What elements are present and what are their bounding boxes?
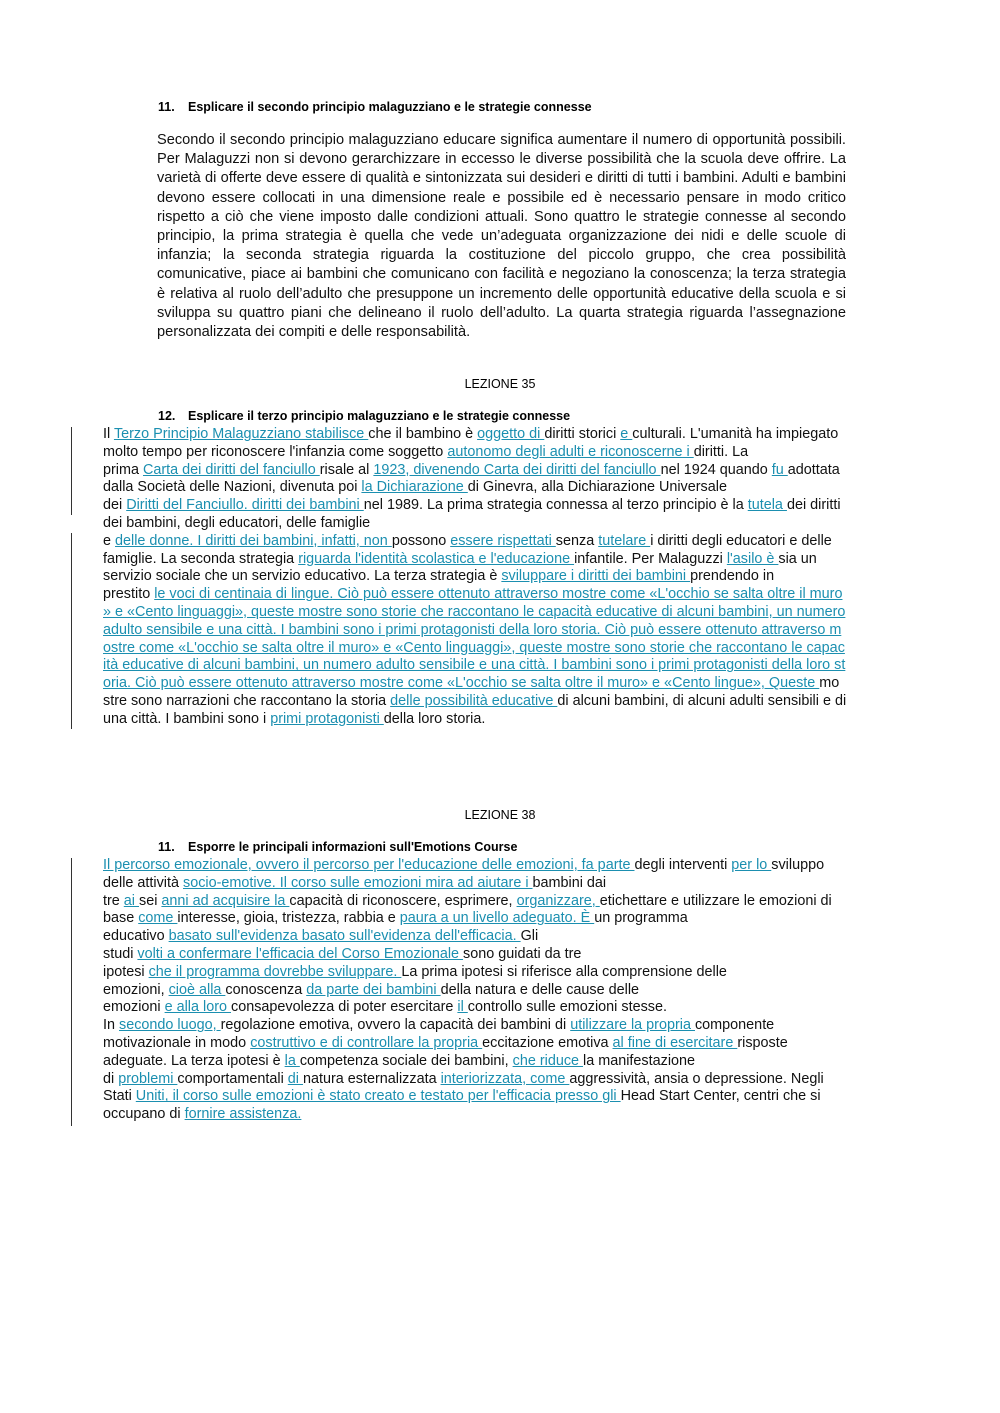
tracked-link-text[interactable]: e alla loro xyxy=(164,999,231,1016)
tracked-link-text[interactable]: cioè alla xyxy=(168,981,226,998)
text-line xyxy=(103,622,903,640)
tracked-link-text[interactable]: oria. Ciò può essere ottenuto attraverso mostre come «L'occhio se salta oltre il muro» e «Cento lingue», Queste xyxy=(103,675,820,692)
question-12-heading xyxy=(158,409,570,423)
question-title: Esplicare il terzo principio malaguzziano e le strategie connesse xyxy=(188,409,571,423)
tracked-link-text[interactable]: l'asilo è xyxy=(726,550,779,567)
tracked-link-text[interactable]: primi protagonisti xyxy=(270,710,384,727)
text-line xyxy=(103,675,903,693)
question-11-body: Secondo il secondo principio malaguzziano educare significa aumentare il numero di opportunità possibili. Per Malaguzzi non si devono gerarchizzare in eccesso le diverse possibilità che la scuola deve offrire. La varietà di offerte deve essere di qualità e sintonizzata sui desideri e diritti di tutti i bambini. Adulti e bambini devono essere collocati in una dimensione reale e possibile ed è necessario pensare in modo critico rispetto a ciò che viene imposto dalle condizioni attuali. Sono quattro le strategie connesse al secondo principio, la prima strategia è quella che vede un’adeguata organizzazione dei nidi e delle scuole di infanzia; la seconda strategia riguarda la costituzione del piccolo gruppo, che crea possibilità comunicative, piace ai bambini che comunicano con facilità e negoziano la conoscenza; la terza strategia è relativa al ruolo dell’adulto che presuppone un incremento delle opportunità educative della scuola e si sviluppa su quattro piani che delineano il ruolo dell’adulto. La quarta strategia riguarda l’assegnazione personalizzata dei compiti e delle responsabilità. xyxy=(157,132,846,341)
text-run: componente xyxy=(694,1017,775,1034)
text-run: prima xyxy=(103,461,143,478)
text-line xyxy=(103,693,903,711)
text-run: base xyxy=(103,910,139,927)
text-run: molto tempo per riconoscere l'infanzia come soggetto xyxy=(103,443,448,460)
lesson-35-heading: LEZIONE 35 xyxy=(464,377,536,391)
tracked-link-text[interactable]: tutela xyxy=(747,497,787,514)
question-number: 12. xyxy=(158,409,176,423)
text-line xyxy=(103,586,903,604)
tracked-link-text[interactable]: utilizzare la propria xyxy=(570,1017,695,1034)
tracked-link-text[interactable]: organizzare, xyxy=(516,892,600,909)
text-run: dalla Società delle Nazioni, divenuta poi xyxy=(103,479,362,496)
tracked-link-text[interactable]: costruttivo e di controllare la propria xyxy=(250,1034,483,1051)
text-run: diritti storici xyxy=(544,426,621,442)
text-run: emozioni, xyxy=(103,981,169,998)
text-run: sia un xyxy=(778,550,817,567)
text-line xyxy=(103,640,903,658)
tracked-link-text[interactable]: la xyxy=(284,1052,300,1069)
text-run: emozioni xyxy=(103,999,165,1016)
text-line xyxy=(103,604,903,622)
tracked-link-text[interactable]: Carta dei diritti del fanciullo xyxy=(142,461,320,478)
text-run: motivazionale in modo xyxy=(103,1034,251,1051)
tracked-link-text[interactable]: volti a confermare l'efficacia del Corso Emozionale xyxy=(137,945,464,962)
text-line xyxy=(103,1106,903,1124)
tracked-link-text[interactable]: oggetto di xyxy=(477,426,545,442)
question-number: 11. xyxy=(158,100,175,114)
text-run: mo xyxy=(819,675,840,692)
text-run: i diritti degli educatori e delle xyxy=(650,532,832,549)
text-run: della natura e delle cause delle xyxy=(440,981,640,998)
text-run: eccitazione emotiva xyxy=(482,1034,613,1051)
text-run: risposte xyxy=(737,1034,788,1051)
text-line xyxy=(103,533,903,551)
text-run: adottata xyxy=(787,461,840,478)
text-run: bambini dai xyxy=(532,874,607,891)
text-run: competenza sociale dei bambini, xyxy=(299,1052,513,1069)
text-run: culturali. L'umanità ha impiegato xyxy=(632,426,839,442)
tracked-link-text[interactable]: per lo xyxy=(731,857,772,873)
text-run: stre sono narrazioni che raccontano la storia xyxy=(103,692,391,709)
tracked-link-text[interactable]: delle donne. I diritti dei bambini, infatti, non xyxy=(115,532,392,549)
tracked-link-text[interactable]: il xyxy=(457,999,468,1016)
tracked-link-text[interactable]: di xyxy=(287,1070,303,1087)
tracked-link-text[interactable]: tutelare xyxy=(598,532,651,549)
tracked-link-text[interactable]: interiorizzata, come xyxy=(440,1070,570,1087)
change-bar xyxy=(71,427,72,515)
text-line xyxy=(103,497,903,515)
text-line xyxy=(103,982,903,1000)
tracked-link-text[interactable]: paura a un livello adeguato. È xyxy=(399,910,595,927)
text-run: famiglie. La seconda strategia xyxy=(103,550,299,567)
tracked-link-text[interactable]: la Dichiarazione xyxy=(361,479,468,496)
text-run: Head Start Center, centri che si xyxy=(620,1088,821,1105)
tracked-link-text[interactable]: Terzo Principio Malaguzziano stabilisce xyxy=(113,426,369,442)
question-number: 11. xyxy=(158,840,175,854)
tracked-link-text[interactable]: anni ad acquisire la xyxy=(161,892,290,909)
text-line xyxy=(103,1088,903,1106)
text-run: la manifestazione xyxy=(583,1052,696,1069)
tracked-link-text[interactable]: basato sull'evidenza basato sull'evidenza dell'efficacia. xyxy=(168,928,521,945)
tracked-link-text[interactable]: fu xyxy=(771,461,788,478)
question-11-heading xyxy=(158,100,592,114)
tracked-link-text[interactable]: Diritti del Fanciullo. diritti dei bambini xyxy=(126,497,364,514)
text-line xyxy=(103,964,903,982)
tracked-link-text[interactable]: al fine di esercitare xyxy=(612,1034,738,1051)
tracked-link-text[interactable]: Il percorso emozionale, ovvero il percorso per l'educazione delle emozioni, fa parte xyxy=(103,857,635,873)
tracked-link-text[interactable]: sviluppare i diritti dei bambini xyxy=(501,568,691,585)
tracked-link-text[interactable]: socio-emotive. Il corso sulle emozioni mira ad aiutare i xyxy=(183,874,533,891)
text-run: adeguate. La terza ipotesi è xyxy=(103,1052,285,1069)
text-run: Gli xyxy=(520,928,539,945)
text-run: aggressività, ansia o depressione. Negli xyxy=(569,1070,824,1087)
question-11b-body xyxy=(103,857,903,1124)
text-line xyxy=(103,1017,903,1035)
lesson-38-heading: LEZIONE 38 xyxy=(464,808,536,822)
tracked-link-text[interactable]: adulto sensibile e una città. I bambini sono i primi protagonisti della loro storia. Ciò può essere ottenuto attraverso m xyxy=(103,621,842,638)
text-run: un programma xyxy=(594,910,688,927)
tracked-link-text[interactable]: da parte dei bambini xyxy=(306,981,441,998)
text-line xyxy=(103,999,903,1017)
tracked-link-text[interactable]: problemi xyxy=(118,1070,178,1087)
text-run: di xyxy=(103,1070,119,1087)
text-line xyxy=(103,462,903,480)
text-run: prestito xyxy=(103,586,155,603)
change-bar xyxy=(71,533,72,729)
tracked-link-text[interactable]: come xyxy=(138,910,178,927)
text-run: e xyxy=(103,532,116,549)
text-run: delle attività xyxy=(103,874,183,891)
text-run: servizio sociale che un servizio educativo. La terza strategia è xyxy=(103,568,502,585)
tracked-link-text[interactable]: autonomo degli adulti e riconoscerne i xyxy=(447,443,694,460)
change-bar xyxy=(71,858,72,1126)
tracked-link-text[interactable]: ità educative di alcuni bambini, un numero adulto sensibile e una città. I bambini sono i primi protagonisti della loro st xyxy=(103,657,846,674)
text-line xyxy=(103,857,903,875)
text-run: dei diritti xyxy=(786,497,841,514)
text-run: In xyxy=(103,1017,119,1034)
text-run: Il xyxy=(103,426,114,442)
text-run: etichettare e utilizzare le emozioni di xyxy=(599,892,832,909)
text-run: prendendo in xyxy=(690,568,775,585)
text-run: controllo sulle emozioni stesse. xyxy=(467,999,667,1016)
text-line xyxy=(103,875,903,893)
text-run: degli interventi xyxy=(634,857,732,873)
text-run: natura esternalizzata xyxy=(302,1070,441,1087)
text-run: educativo xyxy=(103,928,169,945)
text-line xyxy=(103,1071,903,1089)
text-line xyxy=(103,426,903,444)
text-line xyxy=(103,1035,903,1053)
text-run: tre xyxy=(103,892,124,909)
text-run: dei bambini, degli educatori, delle famiglie xyxy=(103,514,371,531)
text-line xyxy=(103,657,903,675)
text-line xyxy=(103,946,903,964)
tracked-link-text[interactable]: riguarda l'identità scolastica e l'educazione xyxy=(298,550,575,567)
text-run: di alcuni bambini, di alcuni adulti sensibili e di xyxy=(557,692,847,709)
text-line xyxy=(103,711,903,729)
text-line xyxy=(103,910,903,928)
text-run: nel 1924 quando xyxy=(660,461,772,478)
text-run: La prima ipotesi si riferisce alla comprensione delle xyxy=(401,963,727,980)
tracked-link-text[interactable]: e xyxy=(620,426,633,442)
text-run: studi xyxy=(103,945,138,962)
tracked-link-text[interactable]: secondo luogo, xyxy=(119,1017,221,1034)
text-run: una città. I bambini sono i xyxy=(103,710,271,727)
text-line xyxy=(103,928,903,946)
text-run: che il bambino è xyxy=(368,426,478,442)
tracked-link-text[interactable]: delle possibilità educative xyxy=(390,692,558,709)
text-run: regolazione emotiva, ovvero la capacità dei bambini di xyxy=(220,1017,571,1034)
text-run: senza xyxy=(555,532,599,549)
text-run: diritti. La xyxy=(693,443,749,460)
tracked-link-text[interactable]: che il programma dovrebbe sviluppare. xyxy=(148,963,402,980)
text-run: risale al xyxy=(319,461,374,478)
text-run: possono xyxy=(391,532,451,549)
text-run: della loro storia. xyxy=(383,710,486,727)
tracked-link-text[interactable]: » e «Cento linguaggi», queste mostre sono storie che raccontano le capacità educative di alcuni bambini, un numero xyxy=(103,603,846,620)
text-run: Stati xyxy=(103,1088,136,1105)
text-line xyxy=(103,515,903,533)
text-run: di Ginevra, alla Dichiarazione Universale xyxy=(467,479,727,496)
text-run: occupano di xyxy=(103,1106,185,1123)
tracked-link-text[interactable]: essere rispettati xyxy=(450,532,556,549)
text-run: nel 1989. La prima strategia connessa al terzo principio è la xyxy=(363,497,748,514)
tracked-link-text[interactable]: Uniti, il corso sulle emozioni è stato creato e testato per l'efficacia presso gli xyxy=(135,1088,621,1105)
text-run: sviluppo xyxy=(771,857,825,873)
text-run: capacità di riconoscere, esprimere, xyxy=(289,892,517,909)
text-line xyxy=(103,1053,903,1071)
question-title: Esplicare il secondo principio malaguzziano e le strategie connesse xyxy=(188,100,592,114)
question-12-body xyxy=(103,426,903,729)
text-run: interesse, gioia, tristezza, rabbia e xyxy=(177,910,400,927)
tracked-link-text[interactable]: 1923, divenendo Carta dei diritti del fanciullo xyxy=(373,461,661,478)
text-run: sono guidati da tre xyxy=(463,945,582,962)
tracked-link-text[interactable]: che riduce xyxy=(512,1052,584,1069)
tracked-link-text[interactable]: fornire assistenza. xyxy=(184,1106,302,1123)
text-line xyxy=(103,444,903,462)
text-line xyxy=(103,479,903,497)
text-run: dei xyxy=(103,497,127,514)
text-line xyxy=(103,568,903,586)
tracked-link-text[interactable]: ostre come «L'occhio se salta oltre il muro» e «Cento linguaggi», queste mostre sono storie che raccontano le capac xyxy=(103,639,845,656)
text-run: sei xyxy=(139,892,162,909)
text-run: consapevolezza di poter esercitare xyxy=(231,999,458,1016)
text-line xyxy=(103,551,903,569)
text-run: comportamentali xyxy=(177,1070,288,1087)
question-title: Esporre le principali informazioni sull'Emotions Course xyxy=(188,840,518,854)
text-line xyxy=(103,893,903,911)
tracked-link-text[interactable]: le voci di centinaia di lingue. Ciò può essere ottenuto attraverso mostre come «L'occhio se salta oltre il muro xyxy=(154,586,843,603)
text-run: conoscenza xyxy=(225,981,307,998)
question-11b-heading xyxy=(158,840,517,854)
text-run: infantile. Per Malaguzzi xyxy=(574,550,727,567)
text-run: ipotesi xyxy=(103,963,149,980)
tracked-link-text[interactable]: ai xyxy=(123,892,139,909)
